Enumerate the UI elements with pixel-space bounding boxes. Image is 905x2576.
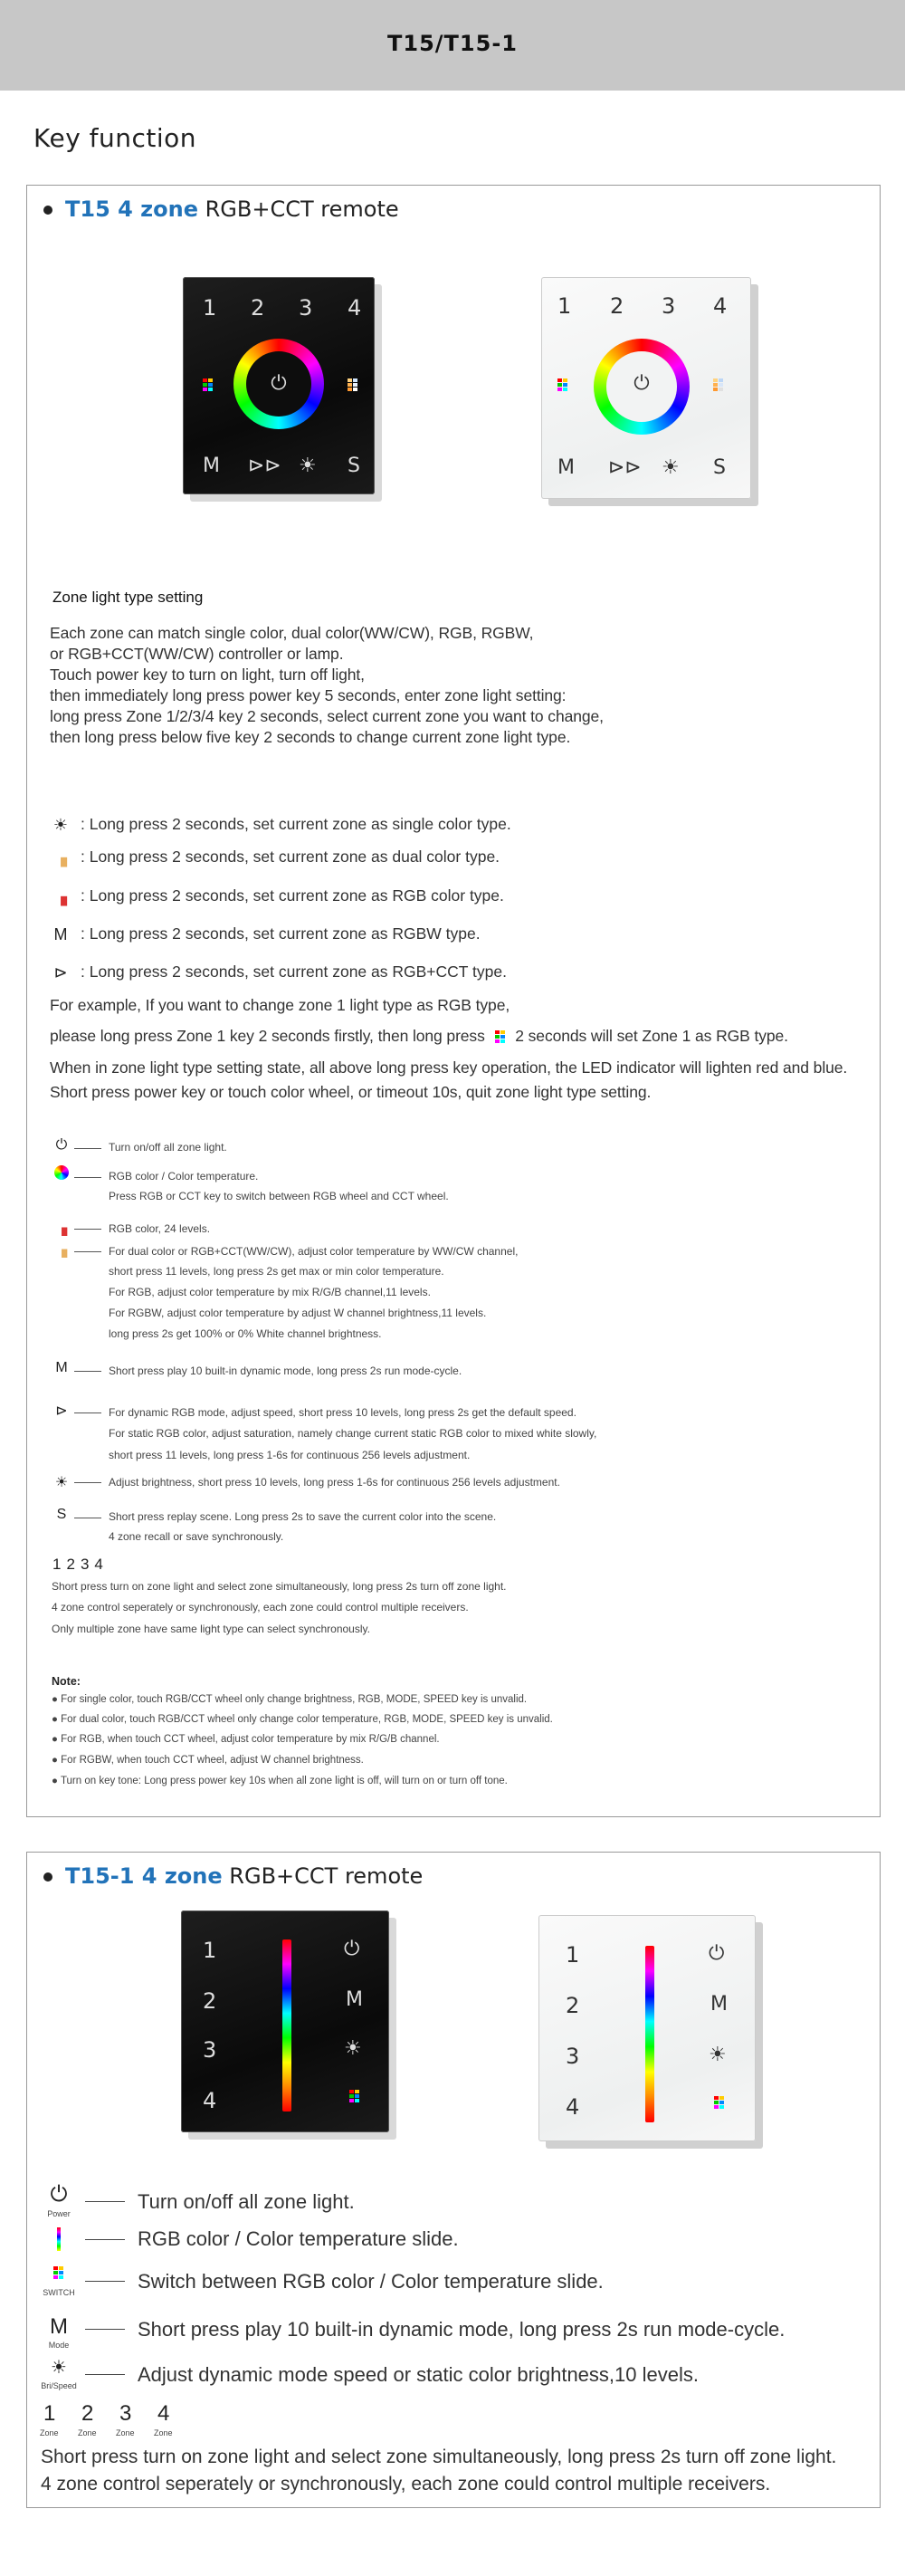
- power-icon: ⏻: [271, 371, 287, 394]
- zone-key: 4: [566, 2094, 580, 2120]
- mode-key: M: [557, 456, 575, 479]
- desc-text: For static RGB color, adjust saturation, namely change current static RGB color to mixed white slowly,: [109, 1427, 597, 1440]
- divider: [85, 2281, 125, 2282]
- page-title: T15/T15-1: [387, 31, 518, 56]
- desc-text: Press RGB or CCT key to switch between RGB wheel and CCT wheel.: [109, 1190, 449, 1202]
- switch-label: SWITCH: [43, 2288, 75, 2297]
- zone-text: Short press turn on zone light and select zone simultaneously, long press 2s turn off zone light.: [41, 2447, 837, 2467]
- slider-icon: [57, 2227, 61, 2251]
- zone-label: Zone: [116, 2428, 135, 2437]
- section-heading: Key function: [33, 123, 197, 153]
- power-icon: ⏻: [50, 2182, 68, 2207]
- zone-key: 4: [348, 295, 362, 321]
- zone-label: Zone: [78, 2428, 97, 2437]
- scene-key: S: [348, 455, 360, 477]
- key-line-rgbw: M : Long press 2 seconds, set current zone as RGBW type.: [50, 922, 481, 945]
- desc-text: For RGB, adjust color temperature by mix R/G/B channel,11 levels.: [109, 1286, 431, 1298]
- power-icon: ⏻: [709, 1942, 725, 1965]
- note-item: ● For RGBW, when touch CCT wheel, adjust W channel brightness.: [52, 1755, 364, 1766]
- zone-key: 2: [251, 295, 265, 321]
- desc-text: RGB color, 24 levels.: [109, 1222, 211, 1235]
- divider: [85, 2329, 125, 2330]
- t15-black-device-image: [183, 277, 375, 494]
- scene-icon: S: [56, 1507, 67, 1522]
- key-line-single: ☀ : Long press 2 seconds, set current zone as single color type.: [50, 812, 511, 836]
- t15-1-black-device-image: [181, 1910, 389, 2132]
- note-item: ● For dual color, touch RGB/CCT wheel only change color temperature, RGB, MODE, SPEED key is unvalid.: [52, 1714, 553, 1725]
- brightness-key: ☀: [299, 455, 317, 477]
- note-item: ● For RGB, when touch CCT wheel, adjust color temperature by mix R/G/B channel.: [52, 1734, 440, 1745]
- zone-key: 3: [203, 2037, 217, 2063]
- divider: [85, 2374, 125, 2375]
- zone-light-heading: Zone light type setting: [52, 589, 204, 606]
- zone-key: 4: [713, 293, 728, 319]
- divider: [85, 2239, 125, 2240]
- mode-key: M: [710, 1993, 728, 2016]
- desc-text: RGB color / Color temperature.: [109, 1170, 259, 1183]
- mode-icon: M: [53, 925, 68, 944]
- cct-icon: ▗: [54, 848, 67, 867]
- color-wheel: [594, 339, 690, 435]
- zone-label: Zone: [40, 2428, 59, 2437]
- panel-title: T15-1 4 zone RGB+CCT remote: [43, 1863, 423, 1889]
- divider: [74, 1412, 101, 1413]
- zone-number: 1: [43, 2401, 56, 2426]
- color-slider: [645, 1946, 654, 2122]
- item-text: Switch between RGB color / Color temperature slide.: [138, 2270, 604, 2293]
- divider: [74, 1229, 101, 1230]
- power-icon: ⏻: [55, 1137, 68, 1153]
- zone-key: 4: [203, 2088, 217, 2113]
- intro-line: Touch power key to turn on light, turn off light,: [50, 666, 365, 684]
- bri-speed-label: Bri/Speed: [41, 2381, 77, 2390]
- item-text: Adjust dynamic mode speed or static color brightness,10 levels.: [138, 2363, 699, 2386]
- zone-key: 2: [610, 293, 624, 319]
- rgb-icon: ▗: [55, 1221, 68, 1236]
- intro-line: or RGB+CCT(WW/CW) controller or lamp.: [50, 645, 344, 663]
- zone-text: Short press turn on zone light and select zone simultaneously, long press 2s turn off zone light.: [52, 1580, 507, 1593]
- speed-icon: ⊳: [55, 1403, 68, 1419]
- switch-icon: [349, 2090, 360, 2102]
- scene-key: S: [713, 456, 726, 479]
- brightness-key: ☀: [344, 2037, 362, 2060]
- zone-text: 4 zone control seperately or synchronously, each zone could control multiple receivers.: [52, 1601, 469, 1614]
- desc-text: 4 zone recall or save synchronously.: [109, 1530, 284, 1543]
- bullet-icon: [43, 1872, 52, 1882]
- item-text: Turn on/off all zone light.: [138, 2190, 355, 2213]
- note-item: ● Turn on key tone: Long press power key 10s when all zone light is off, will turn on or turn off tone.: [52, 1776, 508, 1786]
- divider: [74, 1148, 101, 1149]
- brightness-icon: ☀: [54, 1475, 69, 1490]
- zone-number: 4: [157, 2401, 170, 2426]
- zone-key: 2: [203, 1988, 217, 2014]
- desc-text: For dynamic RGB mode, adjust speed, short press 10 levels, long press 2s get the default speed.: [109, 1406, 576, 1419]
- divider: [74, 1482, 101, 1483]
- color-slider: [282, 1939, 291, 2112]
- rgb-icon: ▗: [54, 887, 67, 906]
- bullet-icon: [43, 206, 52, 215]
- example-line: When in zone light type setting state, all above long press key operation, the LED indicator will lighten red and blue.: [50, 1058, 848, 1077]
- intro-line: Each zone can match single color, dual color(WW/CW), RGB, RGBW,: [50, 624, 534, 642]
- zone-keys-icon: 1234: [52, 1556, 109, 1573]
- mode-icon: M: [55, 1360, 68, 1375]
- example-line: please long press Zone 1 key 2 seconds firstly, then long press 2 seconds will set Zone 1 as RGB type.: [50, 1027, 788, 1045]
- rgb-icon: [557, 378, 568, 391]
- t15-white-device-image: [541, 277, 751, 499]
- zone-label: Zone: [154, 2428, 173, 2437]
- zone-number: 3: [119, 2401, 132, 2426]
- zone-key: 3: [299, 295, 313, 321]
- power-label: Power: [47, 2209, 71, 2218]
- zone-number: 2: [81, 2401, 94, 2426]
- mode-icon: M: [50, 2314, 68, 2339]
- rgb-icon: [495, 1030, 506, 1043]
- color-wheel: [233, 339, 324, 429]
- zone-key: 2: [566, 1993, 580, 2018]
- cct-icon: [713, 378, 724, 391]
- example-line: For example, If you want to change zone 1 light type as RGB type,: [50, 996, 510, 1014]
- desc-text: For dual color or RGB+CCT(WW/CW), adjust color temperature by WW/CW channel,: [109, 1245, 519, 1258]
- desc-text: long press 2s get 100% or 0% White channel brightness.: [109, 1327, 382, 1340]
- divider: [74, 1371, 101, 1372]
- mode-key: M: [203, 455, 220, 477]
- power-icon: ⏻: [634, 371, 650, 394]
- divider: [74, 1251, 101, 1252]
- desc-text: short press 11 levels, long press 1-6s for continuous 256 levels adjustment.: [109, 1449, 471, 1461]
- panel-title: T15 4 zone RGB+CCT remote: [43, 196, 399, 222]
- cct-icon: ▗: [55, 1242, 68, 1258]
- power-icon: ⏻: [344, 1938, 360, 1960]
- note-item: ● For single color, touch RGB/CCT wheel only change brightness, RGB, MODE, SPEED key is unvalid.: [52, 1694, 528, 1705]
- speed-key: ⊳⊳: [608, 456, 642, 479]
- brightness-key: ☀: [662, 456, 680, 479]
- zone-key: 1: [203, 1938, 217, 1963]
- speed-icon: ⊳: [53, 963, 68, 982]
- switch-icon: [53, 2266, 64, 2279]
- intro-line: long press Zone 1/2/3/4 key 2 seconds, select current zone you want to change,: [50, 707, 604, 725]
- color-wheel-icon: [52, 1165, 71, 1184]
- mode-key: M: [346, 1988, 363, 2011]
- brightness-icon: ☀: [51, 2358, 67, 2378]
- desc-text: Turn on/off all zone light.: [109, 1141, 227, 1154]
- key-line-rgbcct: ⊳ : Long press 2 seconds, set current zone as RGB+CCT type.: [50, 960, 507, 983]
- key-line-rgb: ▗ : Long press 2 seconds, set current zone as RGB color type.: [50, 884, 504, 907]
- intro-line: then long press below five key 2 seconds to change current zone light type.: [50, 728, 571, 746]
- header-bar: [0, 0, 905, 91]
- zone-key: 1: [557, 293, 572, 319]
- desc-text: For RGBW, adjust color temperature by adjust W channel brightness,11 levels.: [109, 1307, 487, 1319]
- desc-text: short press 11 levels, long press 2s get max or min color temperature.: [109, 1265, 444, 1278]
- t15-1-white-device-image: [538, 1915, 756, 2141]
- zone-key: 3: [662, 293, 676, 319]
- mode-label: Mode: [48, 2341, 70, 2350]
- speed-key: ⊳⊳: [248, 455, 281, 477]
- desc-text: Short press play 10 built-in dynamic mode, long press 2s run mode-cycle.: [109, 1365, 462, 1377]
- zone-text: 4 zone control seperately or synchronously, each zone could control multiple receivers.: [41, 2474, 771, 2495]
- divider: [85, 2201, 125, 2202]
- example-line: Short press power key or touch color wheel, or timeout 10s, quit zone light type setting.: [50, 1083, 652, 1101]
- key-line-dual: ▗ : Long press 2 seconds, set current zone as dual color type.: [50, 845, 500, 868]
- intro-line: then immediately long press power key 5 seconds, enter zone light setting:: [50, 686, 567, 704]
- switch-icon: [714, 2096, 725, 2109]
- rgb-icon: [203, 378, 214, 391]
- item-text: Short press play 10 built-in dynamic mode, long press 2s run mode-cycle.: [138, 2318, 786, 2341]
- desc-text: Short press replay scene. Long press 2s to save the current color into the scene.: [109, 1510, 497, 1523]
- note-title: Note:: [52, 1675, 81, 1688]
- zone-text: Only multiple zone have same light type can select synchronously.: [52, 1623, 370, 1635]
- cct-icon: [348, 378, 358, 391]
- brightness-key: ☀: [709, 2044, 727, 2066]
- brightness-icon: ☀: [52, 816, 69, 835]
- zone-key: 3: [566, 2044, 580, 2069]
- desc-text: Adjust brightness, short press 10 levels, long press 1-6s for continuous 256 levels adjustment.: [109, 1476, 560, 1489]
- zone-key: 1: [203, 295, 217, 321]
- divider: [74, 1177, 101, 1178]
- zone-key: 1: [566, 1942, 580, 1968]
- item-text: RGB color / Color temperature slide.: [138, 2227, 459, 2250]
